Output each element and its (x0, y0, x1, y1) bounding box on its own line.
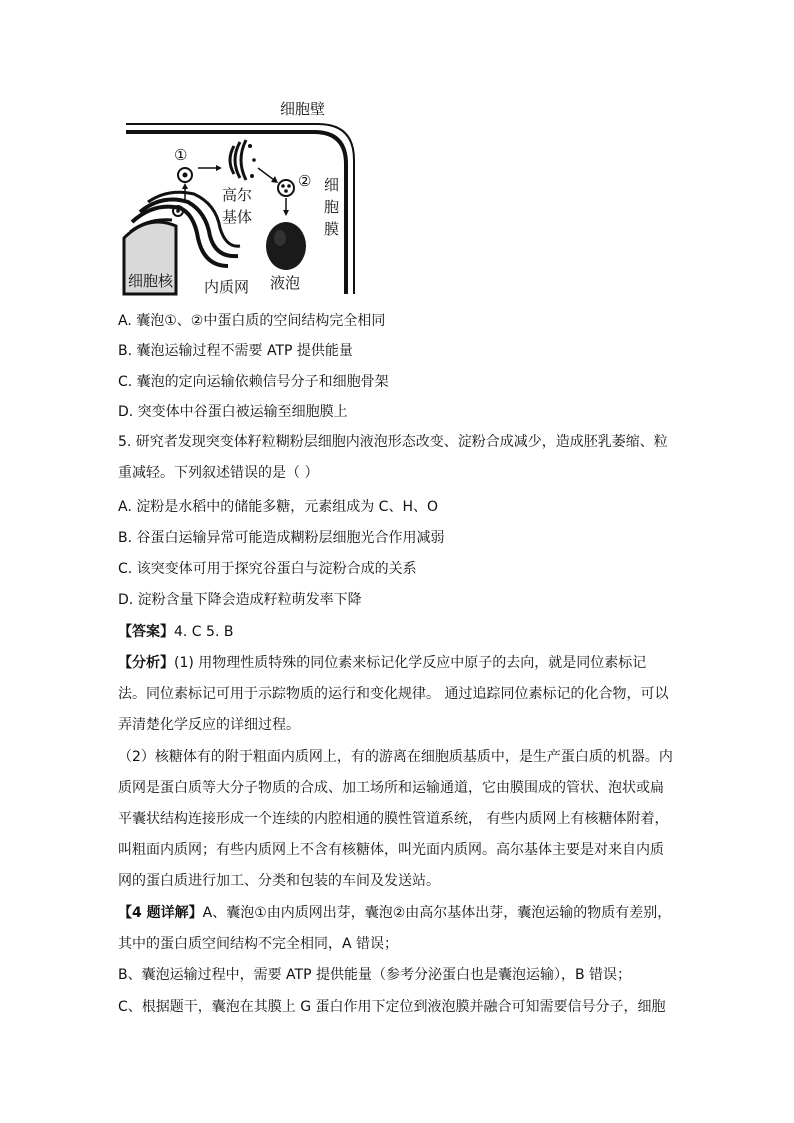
vesicle-2-shape (278, 180, 294, 196)
cell-membrane-label: 细胞膜 (324, 176, 340, 238)
detail-line-3: B、囊泡运输过程中，需要 ATP 提供能量（参考分泌蛋白也是囊泡运输），B 错误； (118, 967, 632, 983)
analysis-line-6: 平囊状结构连接形成一个连续的内腔相通的膜性管道系统， 有些内质网上有核糖体附着， (118, 811, 669, 827)
detail-text: A、囊泡①由内质网出芽，囊泡②由高尔基体出芽，囊泡运输的物质有差别， (202, 905, 672, 921)
answer-text: 4. C 5. B (174, 624, 234, 640)
detail-line-2: 其中的蛋白质空间结构不完全相同，A 错误； (118, 936, 399, 952)
arrow-golgi-to-vesicle2 (258, 168, 274, 180)
vacuole-label: 液泡 (270, 274, 301, 292)
detail-line-4: C、根据题干，囊泡在其膜上 G 蛋白作用下定位到液泡膜并融合可知需要信号分子，细胞 (118, 999, 666, 1015)
analysis-line-5: 质网是蛋白质等大分子物质的合成、加工场所和运输通道，它由膜围成的管状、泡状或扁 (118, 780, 664, 796)
golgi-stack (235, 142, 240, 178)
analysis-label: 【分析】 (118, 655, 174, 671)
cell-diagram (118, 96, 358, 296)
nucleus-label: 细胞核 (128, 272, 174, 290)
answer-line (118, 622, 233, 642)
q5-option-d: D. 淀粉含量下降会造成籽粒萌发率下降 (118, 592, 362, 608)
q5-option-a: A. 淀粉是水稻中的储能多糖，元素组成为 C、H、O (118, 499, 439, 515)
q4-option-b: B. 囊泡运输过程不需要 ATP 提供能量 (118, 343, 353, 359)
q5-option-b: B. 谷蛋白运输异常可能造成糊粉层细胞光合作用减弱 (118, 530, 445, 546)
golgi-stack (241, 140, 246, 180)
analysis-line-1 (118, 653, 646, 673)
q4-option-c: C. 囊泡的定向运输依赖信号分子和细胞骨架 (118, 374, 389, 390)
vesicle-2-label: ② (298, 172, 312, 190)
vacuole-shape (266, 222, 306, 270)
vesicle-1-label: ① (174, 146, 188, 164)
q5-stem-line-2: 重减轻。下列叙述错误的是（ ） (118, 465, 319, 481)
q5-stem-line-1: 5. 研究者发现突变体籽粒糊粉层细胞内液泡形态改变、淀粉合成减少，造成胚乳萎缩、粒 (118, 434, 668, 450)
golgi-stack (230, 146, 234, 174)
analysis-line-8: 网的蛋白质进行加工、分类和包装的车间及发送站。 (118, 873, 440, 889)
er-label: 内质网 (204, 278, 250, 296)
detail-line-1 (118, 903, 671, 923)
detail-label: 【4 题详解】 (118, 905, 203, 921)
analysis-line-4: （2）核糖体有的附于粗面内质网上，有的游离在细胞质基质中，是生产蛋白质的机器。内 (118, 749, 673, 765)
q5-option-c: C. 该突变体可用于探究谷蛋白与淀粉合成的关系 (118, 561, 417, 577)
analysis-line-7: 叫粗面内质网；有些内质网上不含有核糖体，叫光面内质网。高尔基体主要是对来自内质 (118, 842, 664, 858)
golgi-label: 高尔基体 (222, 186, 253, 226)
analysis-line-3: 弄清楚化学反应的详细过程。 (118, 717, 300, 733)
answer-label: 【答案】 (118, 624, 174, 640)
analysis-line-2: 法。同位素标记可用于示踪物质的运行和变化规律。 通过追踪同位素标记的化合物，可以 (118, 686, 669, 702)
analysis-text: (1) 用物理性质特殊的同位素来标记化学反应中原子的去向，就是同位素标记 (174, 655, 647, 671)
cell-wall-label: 细胞壁 (280, 100, 326, 118)
q4-option-d: D. 突变体中谷蛋白被运输至细胞膜上 (118, 404, 348, 420)
q4-option-a: A. 囊泡①、②中蛋白质的空间结构完全相同 (118, 313, 386, 329)
